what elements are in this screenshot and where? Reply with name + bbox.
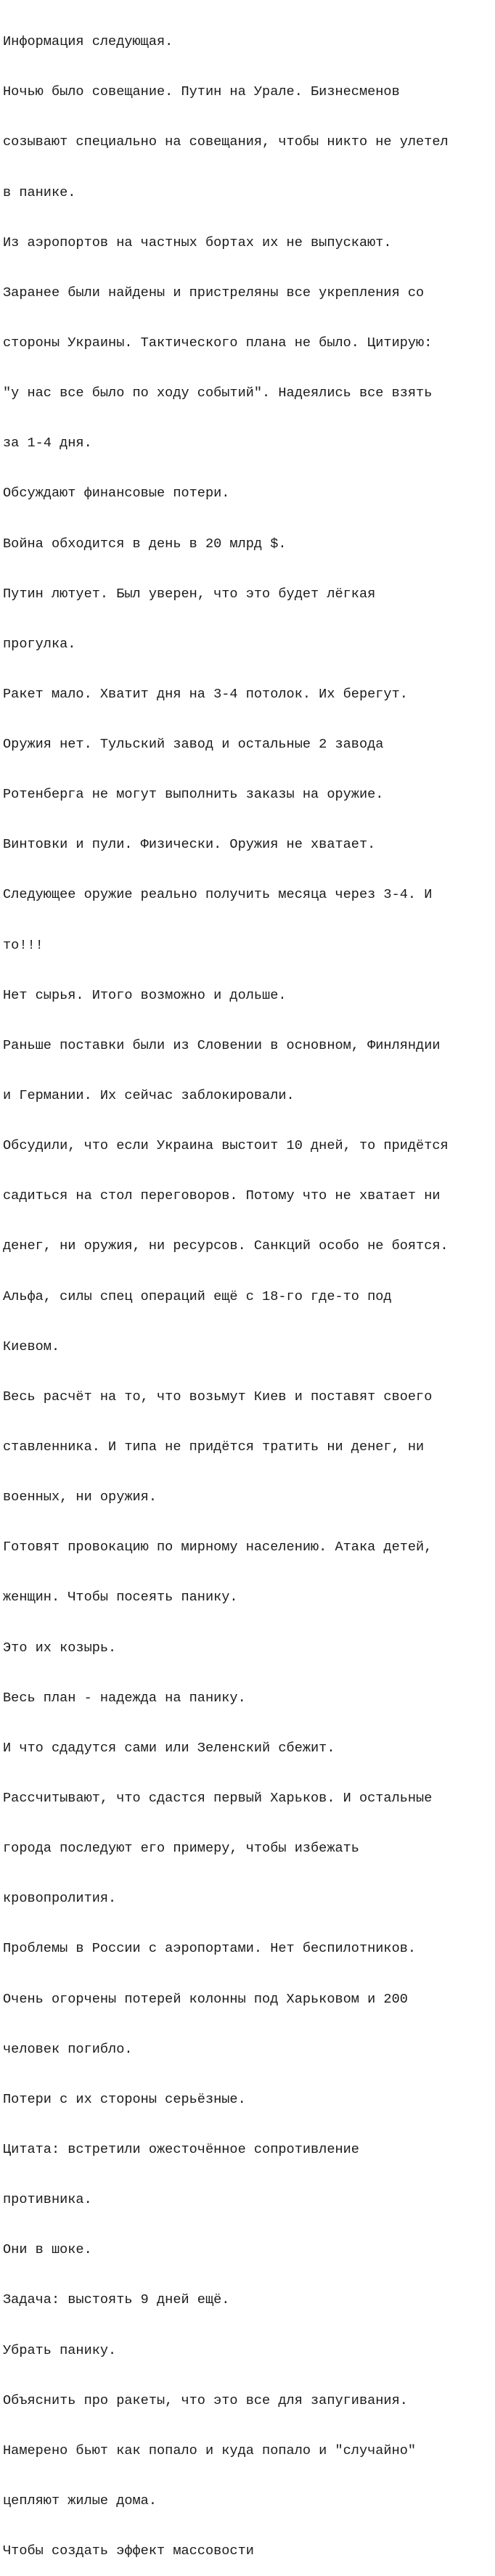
text-line: Оружия нет. Тульский завод и остальные 2 завода — [3, 737, 384, 753]
text-line: Весь план - надежда на панику. — [3, 1690, 246, 1706]
text-line: Война обходится в день в 20 млрд $. — [3, 536, 287, 552]
text-line: Они в шоке. — [3, 2242, 92, 2258]
text-line: Готовят провокацию по мирному населению. Атака детей, — [3, 1540, 433, 1555]
text-line: Обсуждают финансовые потери. — [3, 486, 230, 502]
text-line: за 1-4 дня. — [3, 436, 92, 451]
text-line: прогулка. — [3, 636, 76, 652]
text-line: и Германии. Их сейчас заблокировали. — [3, 1088, 295, 1104]
text-line: в панике. — [3, 184, 76, 200]
text-line: Объяснить про ракеты, что это все для запугивания. — [3, 2392, 408, 2408]
text-line: женщин. Чтобы посеять панику. — [3, 1590, 238, 1606]
text-line: Цитата: встретили ожесточённое сопротивление — [3, 2142, 359, 2157]
text-line: Информация следующая. — [3, 34, 173, 50]
text-line: "у нас все было по ходу событий". Надеялись все взять — [3, 385, 433, 401]
text-line: Заранее были найдены и пристреляны все укрепления со — [3, 285, 425, 300]
text-line: Следующее оружие реально получить месяца через 3-4. И — [3, 887, 433, 903]
text-line: Чтобы создать эффект массовости — [3, 2543, 254, 2559]
text-line: цепляют жилые дома. — [3, 2493, 158, 2508]
text-line: Проблемы в России с аэропортами. Нет беспилотников. — [3, 1941, 417, 1957]
document-text — [3, 0, 495, 2576]
text-line: садиться на стол переговоров. Потому что не хватает ни — [3, 1188, 441, 1204]
text-line: человек погибло. — [3, 2041, 133, 2057]
text-line: Нет сырья. Итого возможно и дольше. — [3, 987, 287, 1003]
text-line: Путин лютует. Был уверен, что это будет лёгкая — [3, 586, 376, 602]
text-line: Из аэропортов на частных бортах их не выпускают. — [3, 234, 392, 250]
text-line: И что сдадутся сами или Зеленский сбежит. — [3, 1740, 335, 1756]
text-line: Ротенберга не могут выполнить заказы на оружие. — [3, 787, 384, 803]
text-line: Задача: выстоять 9 дней ещё. — [3, 2292, 230, 2308]
text-line: Ночью было совещание. Путин на Урале. Бизнесменов — [3, 84, 400, 100]
text-line: Весь расчёт на то, что возьмут Киев и поставят своего — [3, 1389, 433, 1404]
text-line: Очень огорчены потерей колонны под Харьковом и 200 — [3, 1991, 408, 2007]
text-line: Это их козырь. — [3, 1640, 117, 1656]
text-line: денег, ни оружия, ни ресурсов. Санкций особо не боятся. — [3, 1238, 449, 1254]
text-line: Ракет мало. Хватит дня на 3-4 потолок. Их берегут. — [3, 686, 408, 702]
text-line: города последуют его примеру, чтобы избежать — [3, 1841, 359, 1857]
text-line: Винтовки и пули. Физически. Оружия не хватает. — [3, 837, 376, 853]
text-line: созывают специально на совещания, чтобы никто не улетел — [3, 134, 449, 150]
text-line: противника. — [3, 2192, 92, 2208]
text-line: Убрать панику. — [3, 2342, 117, 2358]
text-line: стороны Украины. Тактического плана не было. Цитирую: — [3, 335, 433, 351]
text-line: кровопролития. — [3, 1891, 117, 1907]
text-line: Альфа, силы спец операций ещё с 18-го где-то под — [3, 1288, 392, 1304]
text-line: то!!! — [3, 937, 44, 953]
text-line: Рассчитывают, что сдастся первый Харьков. И остальные — [3, 1791, 433, 1807]
text-line: Намерено бьют как попало и куда попало и "случайно" — [3, 2442, 417, 2458]
text-line: Киевом. — [3, 1338, 60, 1354]
text-line: военных, ни оружия. — [3, 1489, 158, 1505]
text-line: Обсудили, что если Украина выстоит 10 дней, то придётся — [3, 1138, 449, 1154]
text-line: Потери с их стороны серьёзные. — [3, 2091, 246, 2107]
text-line: ставленника. И типа не придётся тратить ни денег, ни — [3, 1439, 425, 1455]
text-line: Раньше поставки были из Словении в основном, Финляндии — [3, 1037, 441, 1053]
